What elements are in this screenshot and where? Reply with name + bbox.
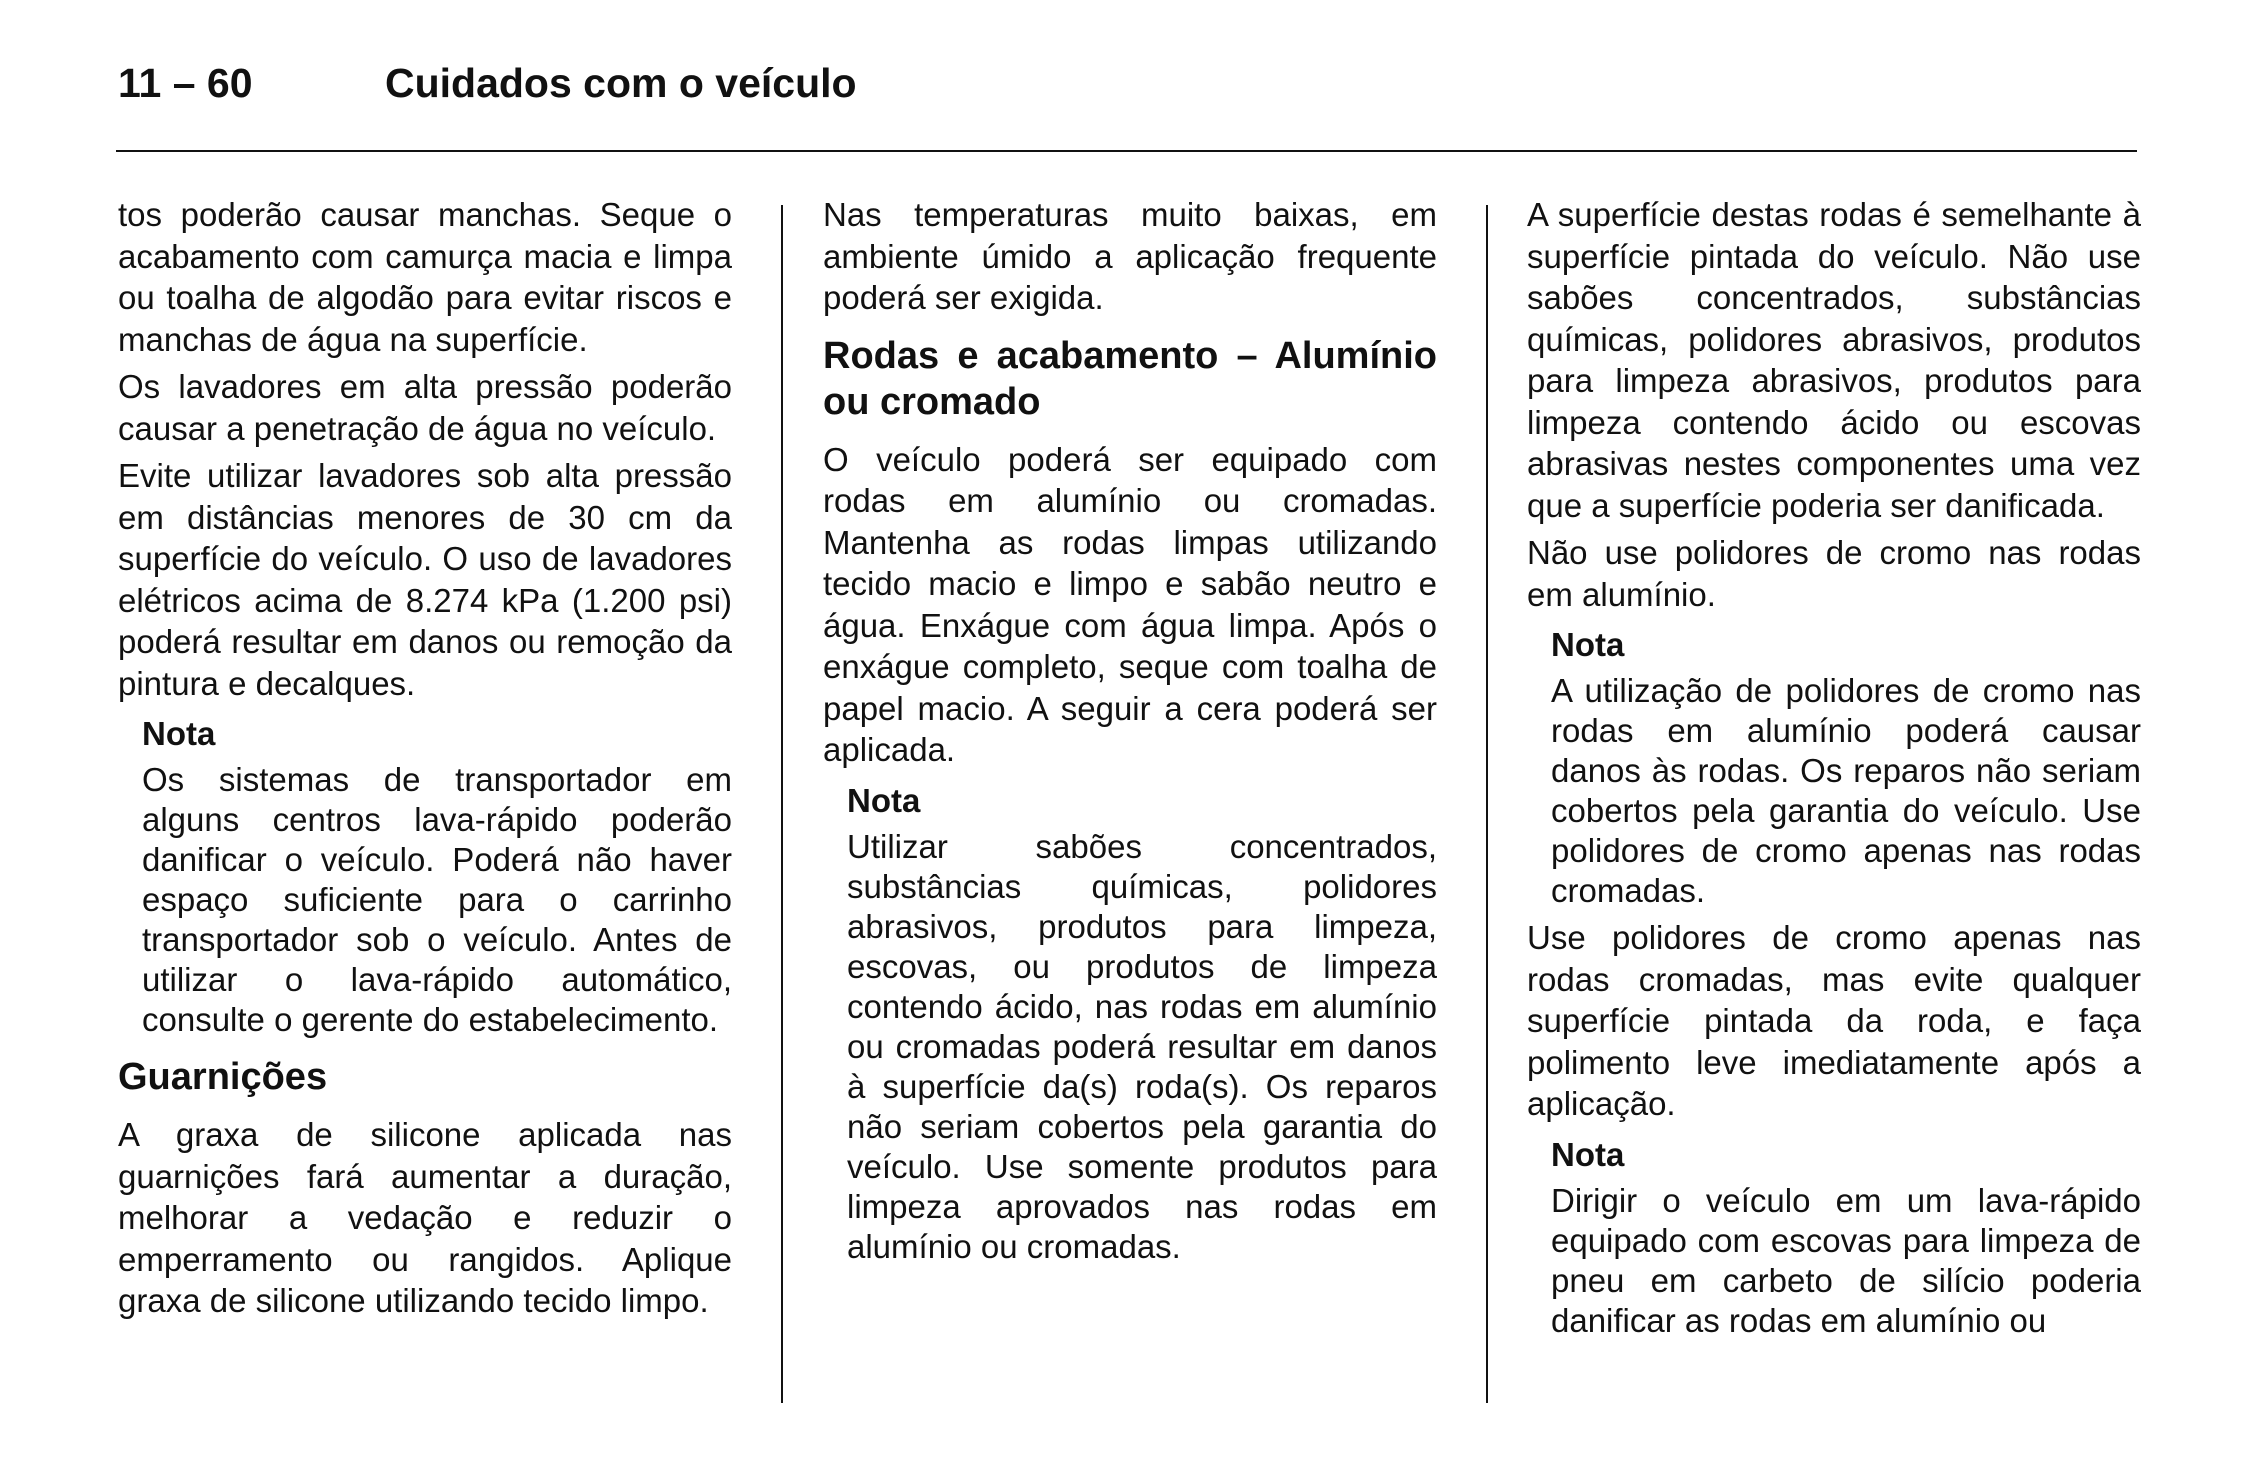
heading-rodas: Rodas e acabamento – Alumínio ou cromado bbox=[823, 334, 1437, 423]
paragraph-wheel-surface: A superfície destas rodas é semelhante à superfície pintada do veículo. Não use sabões concentrados, substâncias químicas, polidores abrasivos, produtos para limpeza abrasivos, produtos para limpeza contendo ácido ou escovas abrasivas nestes componentes uma vez que a superfície poderia ser danificada. bbox=[1527, 196, 2141, 524]
section-title: Cuidados com o veículo bbox=[385, 60, 857, 106]
header-rule bbox=[116, 150, 2137, 152]
paragraph-low-temperature: Nas temperaturas muito baixas, em ambiente úmido a aplicação frequente poderá ser exigida. bbox=[823, 196, 1437, 316]
paragraph-wheel-cleaning: O veículo poderá ser equipado com rodas em alumínio ou cromadas. Mantenha as rodas limpas utilizando tecido macio e limpo e sabão neutro e água. Enxágue com água limpa. Após o enxágue completo, seque com toalha de papel macio. A seguir a cera poderá ser aplicada. bbox=[823, 440, 1437, 768]
column-divider-1 bbox=[781, 205, 783, 1403]
note-box bbox=[1551, 1135, 2141, 1341]
heading-guarnicoes: Guarnições bbox=[118, 1056, 328, 1098]
column-3 bbox=[1527, 194, 2141, 1347]
paragraph-washer-distance: Evite utilizar lavadores sob alta pressão em distâncias menores de 30 cm da superfície do veículo. O uso de lavadores elétricos acima de 8.274 kPa (1.200 psi) poderá resultar em danos ou remoção da pintura e decalques. bbox=[118, 457, 732, 702]
paragraph-drying: tos poderão causar manchas. Seque o acabamento com camurça macia e limpa ou toalha de algodão para evitar riscos e manchas de água na superfície. bbox=[118, 196, 732, 358]
note-title: Nota bbox=[847, 781, 921, 819]
column-2 bbox=[823, 194, 1437, 1273]
note-box bbox=[847, 781, 1437, 1267]
note-box bbox=[1551, 625, 2141, 911]
paragraph-no-chrome-polish: Não use polidores de cromo nas rodas em alumínio. bbox=[1527, 534, 2141, 613]
paragraph-silicone: A graxa de silicone aplicada nas guarnições fará aumentar a duração, melhorar a vedação e reduzir o emperramento ou rangidos. Aplique graxa de silicone utilizando tecido limpo. bbox=[118, 1116, 732, 1319]
column-1 bbox=[118, 194, 732, 1328]
page-number: 11 – 60 bbox=[118, 60, 253, 106]
note-text: A utilização de polidores de cromo nas rodas em alumínio poderá causar danos às rodas. Os reparos não seriam cobertos pela garantia do veículo. Use polidores de cromo apenas nas rodas cromadas. bbox=[1551, 672, 2141, 909]
note-title: Nota bbox=[142, 715, 216, 752]
note-text: Os sistemas de transportador em alguns centros lava-rápido poderão danificar o veículo. Poderá não haver espaço suficiente para o carrinho transportador sob o veículo. Antes de utilizar o lava-rápido automático, consulte o gerente do estabelecimento. bbox=[142, 761, 732, 1038]
note-box bbox=[142, 714, 732, 1040]
note-text: Dirigir o veículo em um lava-rápido equipado com escovas para limpeza de pneu em carbeto de silício poderia danificar as rodas em alumínio ou bbox=[1551, 1181, 2141, 1339]
column-divider-2 bbox=[1486, 205, 1488, 1403]
paragraph-chrome-polish-use: Use polidores de cromo apenas nas rodas cromadas, mas evite qualquer superfície pintada da roda, e faça polimento leve imediatamente após a aplicação. bbox=[1527, 919, 2141, 1122]
note-text: Utilizar sabões concentrados, substâncias químicas, polidores abrasivos, produtos para limpeza, escovas, ou produtos de limpeza contendo ácido, nas rodas em alumínio ou cromadas poderá resultar em danos à superfície da(s) roda(s). Os reparos não seriam cobertos pela garantia do veículo. Use somente produtos para limpeza aprovados nas rodas em alumínio ou cromadas. bbox=[847, 827, 1437, 1265]
note-title: Nota bbox=[1551, 626, 1625, 663]
paragraph-high-pressure: Os lavadores em alta pressão poderão causar a penetração de água no veículo. bbox=[118, 368, 732, 447]
note-title: Nota bbox=[1551, 1135, 1625, 1173]
